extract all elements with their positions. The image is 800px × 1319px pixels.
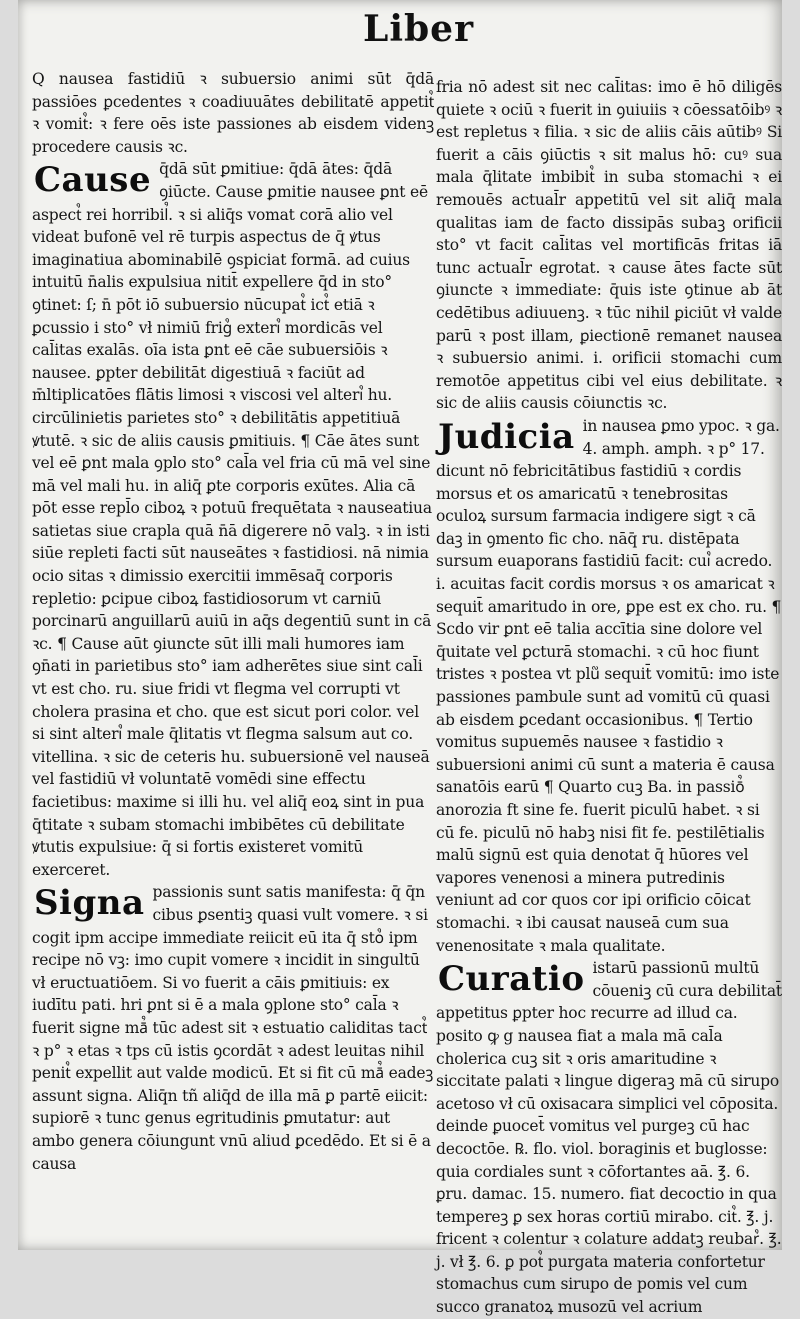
right-intro-paragraph: fria nō adest sit nec cal̄itas: imo ē hō diligēs quiete ꝛ ociū ꝛ fuerit in ꝯuiuiis ꝛ cōessatōibꝰ ꝛ est repletus ꝛ filia. ꝛ sic de aliis cāis aūtibꝰ Si fuerit a cāis ꝯiūctis ꝛ sit malus hō: cuꝰ sua mala q̄litate imbibit᷒ in suba stomachi ꝛ ei remouēs actual̄r appetitū vel sit aliq̄ mala qualitas iam de facto dissipās subaꝫ orificii sto° vt facit cal̄itas vel mortificās fritas iā tunc actual̄r egrotat. ꝛ cause ātes facte sūt ꝯiuncte ꝛ immediate: q̄uis iste ꝯtinue ab āt cedētibus adiuuenꝫ. ꝛ tūc nihil ꝑiciūt vł valde parū ꝛ post illam, ꝑiectionē remanet nausea ꝛ subuersio animi. i. orificii stomachi cum remotōe appetitus cibi vel eius debilitate. ꝛ sic de aliis causis cōiunctis ꝛc. (436, 78, 782, 413)
section-cause (32, 158, 434, 881)
section-text-judicia: in nausea ꝑmo ypoc. ꝛ ga. 4. amph. amph. ꝛ p° 17. dicunt nō febricitātibus fastidiū ꝛ cordis morsus et os amaricatū ꝛ tenebrositas oculoꝝ sursum farmacia indigere sigt ꝛ cā daꝫ in ꝯmento fic cho. nāq̄ ru. distēpata sursum euaporans fastidiū facit: cui᷒ acredo. i. acuitas facit cordis morsus ꝛ os amaricat ꝛ sequit̄ amaritudo in ore, ꝑpe est ex cho. ru. ¶ Scdo vir ꝑnt eē talia accītia sine dolore vel q̄uitate vel ꝑcturā stomachi. ꝛ cū hoc fiunt tristes ꝛ postea vt plu᷑ sequit̄ vomitū: imo iste passiones pambule sunt ad vomitū cū quasi ab eisdem ꝑcedant occasionibus. ¶ Tertio vomitus supuemēs nausee ꝛ fastidio ꝛ subuersioni animi cū sunt a materia ē causa sanatōis earū ¶ Quarto cuꝫ Ba. in passiō᷒ anorozia ft sine fe. fuerit piculū habet. ꝛ si cū fe. piculū nō habꝫ nisi fit fe. pestilētialis malū signū est quia denotat q̄ hūores vel vapores venenosi a minera putredinis veniunt ad cor quos cor ipi orificio cōicat stomachi. ꝛ ibi causat nauseā cum sua venenositate ꝛ mala qualitate. (436, 416, 782, 955)
section-text-signa: passionis sunt satis manifesta: q̄ q̄n cibus ꝑsentiꝫ quasi vult vomere. ꝛ si cogit ipm accipe immediate reiicit eū ita q̄ sto᷒ ipm recipe nō vꝫ: imo cupit vomere ꝛ incidit in singultū vł eructuatiōem. Si vo fuerit a cāis ꝑmitiuis: ex iudītu pati. hri ꝑnt si ē a mala ꝯplone sto° cal̄a ꝛ fuerit signe mā᷒ tūc adest sit ꝛ estuatio caliditas tact᷒ ꝛ p° ꝛ etas ꝛ tps cū istis ꝯcordāt ꝛ adest leuitas nihil penit᷒ expellit aut valde modicū. Et si fit cū mā᷒ eadeꝫ assunt signa. Aliq̄n tñ aliq̄d de illa mā ꝑ partē eiicit: supiorē ꝛ tunc genus egritudinis ꝑmutatur: aut ambo genera cōiungunt vnū aliud ꝑcedēdo. Et si ē a causa (32, 883, 434, 1173)
book-page (18, 0, 782, 1317)
page-header-title: Liber (363, 8, 475, 50)
section-judicia (436, 415, 782, 957)
left-column (32, 68, 434, 1175)
section-heading-curatio: Curatio (438, 959, 585, 1000)
left-intro-paragraph: Q nausea fastidiū ꝛ subuersio animi sūt q̄dā passiōes ꝑcedentes ꝛ coadiuuātes debilitatē appetit᷒ ꝛ vomit᷒: ꝛ fere oēs iste passiones ab eisdem videnꝫ procedere causis ꝛc. (32, 70, 434, 156)
section-signa (32, 881, 434, 1175)
section-curatio (436, 957, 782, 1319)
section-text-cause: q̄dā sūt ꝑmitiue: q̄dā ātes: q̄dā ꝯiūcte. Cause ꝑmitie nausee ꝑnt eē aspect᷒ rei horribil᷒. ꝛ si aliq̄s vomat corā alio vel videat bufonē vel rē turpis aspectus de q̄ ꝟtus imaginatiua abominabilē ꝯspiciat formā. ad cuius intuitū n̄alis expulsiua nitit̄ expellere q̄d in sto° ꝯtinet: ſ; n̄ pōt iō subuersio nūcupat᷒ ict᷒ etiā ꝛ ꝑcussio i sto° vł nimiū frig᷒ exteri᷒ mordicās vel cal̄itas exalās. oīa ista ꝑnt eē cāe subuersiōis ꝛ nausee. ꝑpter debilitāt digestiuā ꝛ faciūt ad m̄ltiplicatōes flātis limosi ꝛ viscosi vel alteri᷒ hu. circūlinietis parietes sto° ꝛ debilitātis appetitiuā ꝟtutē. ꝛ sic de aliis causis ꝑmitiuis. ¶ Cāe ātes sunt vel eē ꝑnt mala ꝯplo sto° cal̄a vel fria cū mā vel sine mā vel mali hu. in aliq̄ ꝑte corporis exūtes. Alia cā pōt esse repl̄o ciboꝝ ꝛ potuū frequētata ꝛ nauseatiua satietas siue crapla quā n̄ā digerere nō valꝫ. ꝛ in isti siūe repleti facti sūt nauseātes ꝛ fastidiosi. nā nimia ocio sitas ꝛ dimissio exercitii immēsaq̄ corporis repletio: ꝑcipue ciboꝝ fastidiosorum vt carniū porcinarū anguillarū auiū in aq̄s degentiū sunt in cā ꝛc. ¶ Cause aūt ꝯiuncte sūt illi mali humores iam ꝯn̄ati in parietibus sto° iam adherētes siue sint cal̄i vt est cho. ru. siue fridi vt flegma vel corrupti vt cholera prasina et cho. que est sicut pori color. vel si sint alteri᷒ male q̄litatis vt flegma salsum aut co. vitellina. ꝛ sic de ceteris hu. subuersionē vel nauseā vel fastidiū vł voluntatē vomēdi sine effectu facietibus: maxime si illi hu. vel aliq̄ eoꝝ sint in pua q̄titate ꝛ subam stomachi imbibētes cū debilitate ꝟtutis expulsiue: q̄ si fortis existeret vomitū exerceret. (32, 160, 432, 879)
section-heading-cause: Cause (34, 160, 152, 201)
section-heading-judicia: Judicia (438, 416, 575, 457)
section-text-curatio: istarū passionū multū cōueniꝫ cū cura debilitat̄ appetitus ꝑpter hoc recurre ad illud ca. posito ꝙ g nausea fiat a mala mā cal̄a cholerica cuꝫ sit ꝛ oris amaritudine ꝛ siccitate palati ꝛ lingue digeraꝫ mā cū sirupo acetoso vł cū oxisacara simplici vel cōposita. deinde ꝑuocet̄ vomitus vel purgeꝫ cū hac decoctōe. ℞. flo. viol. boraginis et buglosse: quia cordiales sunt ꝛ cōfortantes aā. ℥. 6. ꝑru. damac. 15. numero. fiat decoctio in qua tempereꝫ ꝑ sex horas cortiū mirabo. cit᷒. ℥. j. fricent ꝛ colentur ꝛ colature addatꝫ reubar᷒. ℥. j. vł ℥. 6. ꝑ pot᷒ purgata materia confortetur stomachus cum sirupo de pomis vel cum succo granatoꝝ musozū vel acrium (436, 959, 782, 1317)
section-heading-signa: Signa (34, 883, 145, 924)
right-column (436, 76, 782, 1319)
